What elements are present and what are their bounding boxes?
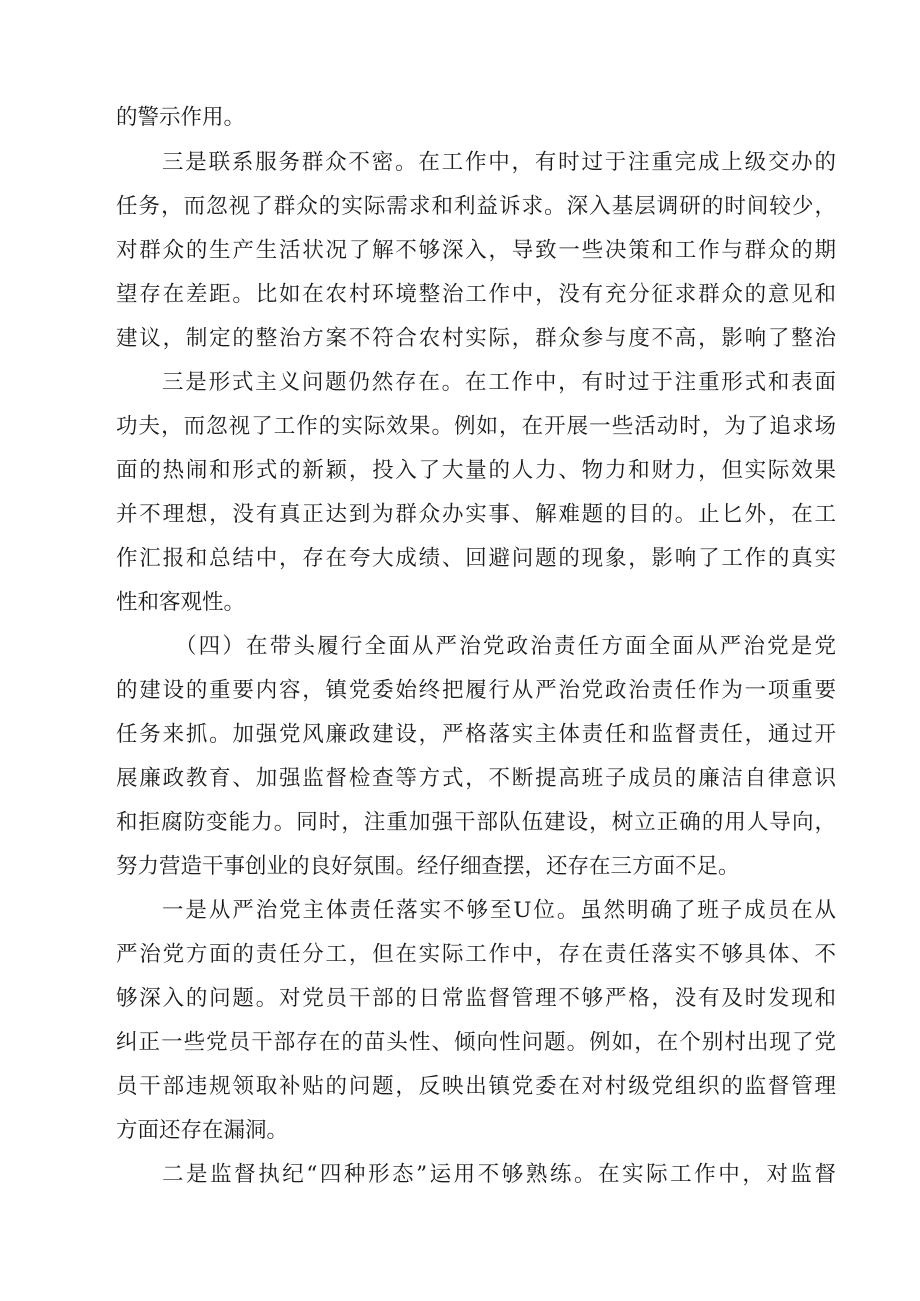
text-line: 一是从严治党主体责任落实不够至U位。虽然明确了班子成员在从 <box>162 898 836 923</box>
text-line: 对群众的生产生活状况了解不够深入，导致一些决策和工作与群众的期 <box>116 238 836 263</box>
text-line: 建议，制定的整治方案不符合农村实际，群众参与度不高，影响了整治 <box>116 326 836 351</box>
text-line: 三是联系服务群众不密。在工作中，有时过于注重完成上级交办的 <box>162 150 836 175</box>
text-line: 严治党方面的责任分工，但在实际工作中，存在责任落实不够具体、不 <box>116 942 836 967</box>
text-line: 展廉政教育、加强监督检查等方式，不断提高班子成员的廉洁自律意识 <box>116 766 836 791</box>
text-line: 三是形式主义问题仍然存在。在工作中，有时过于注重形式和表面 <box>162 370 836 395</box>
section-heading-line: （四）在带头履行全面从严治党政治责任方面全面从严治党是党 <box>175 634 836 659</box>
text-line: 够深入的问题。对党员干部的日常监督管理不够严格，没有及时发现和 <box>116 986 836 1011</box>
text-line: 性和客观性。 <box>116 590 246 615</box>
text-line: 作汇报和总结中，存在夸大成绩、回避问题的现象，影响了工作的真实 <box>116 546 836 571</box>
text-line: 纠正一些党员干部存在的苗头性、倾向性问题。例如，在个别村出现了党 <box>116 1030 836 1055</box>
text-line: 员干部违规领取补贴的问题，反映出镇党委在对村级党组织的监督管理 <box>116 1074 836 1099</box>
text-line: 二是监督执纪“四种形态”运用不够熟练。在实际工作中，对监督 <box>162 1162 836 1187</box>
text-line: 的警示作用。 <box>116 105 246 130</box>
text-line: 并不理想，没有真正达到为群众办实事、解难题的目的。止匕外，在工 <box>116 502 836 527</box>
text-line: 功夫，而忽视了工作的实际效果。例如，在开展一些活动时，为了追求场 <box>116 414 836 439</box>
text-line: 面的热闹和形式的新颖，投入了大量的人力、物力和财力，但实际效果 <box>116 458 836 483</box>
text-line: 望存在差距。比如在农村环境整治工作中，没有充分征求群众的意见和 <box>116 282 836 307</box>
text-line: 的建设的重要内容，镇党委始终把履行从严治党政治责任作为一项重要 <box>116 678 836 703</box>
text-line: 任务，而忽视了群众的实际需求和利益诉求。深入基层调研的时间较少， <box>116 194 836 219</box>
text-line: 努力营造干事创业的良好氛围。经仔细查摆，还存在三方面不足。 <box>116 854 740 879</box>
text-line: 和拒腐防变能力。同时，注重加强干部队伍建设，树立正确的用人导向， <box>116 810 836 835</box>
text-line: 方面还存在漏洞。 <box>116 1118 289 1143</box>
text-line: 任务来抓。加强党风廉政建设，严格落实主体责任和监督责任，通过开 <box>116 722 836 747</box>
